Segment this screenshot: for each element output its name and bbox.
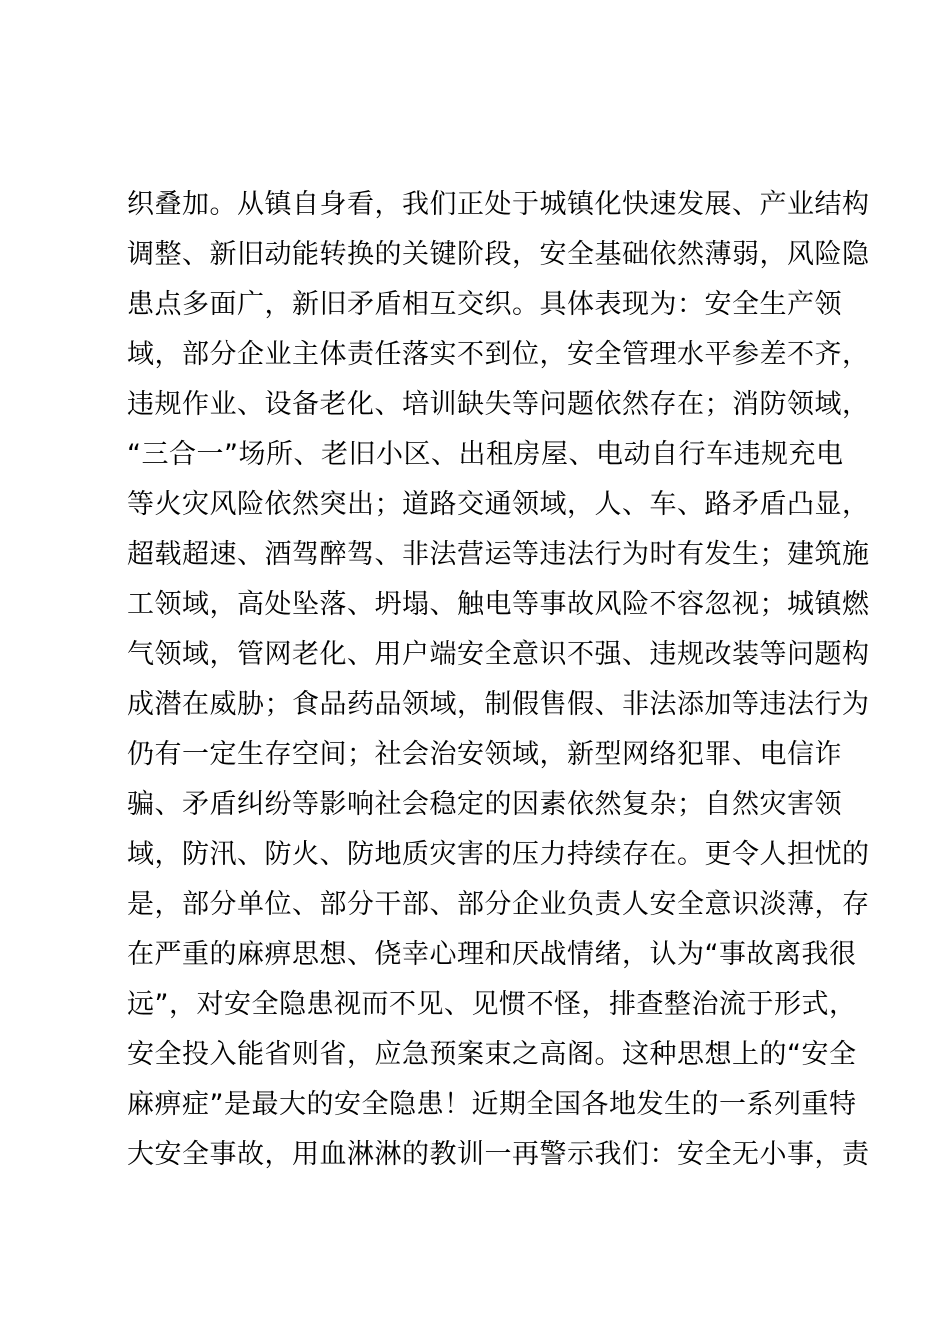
text-line: “三合一”场所、老旧小区、出租房屋、电动自行车违规充电 (127, 439, 844, 470)
text-line: 等火灾风险依然突出；道路交通领域，人、车、路矛盾凸显， (127, 489, 870, 520)
text-line: 调整、新旧动能转换的关键阶段，安全基础依然薄弱，风险隐 (127, 239, 870, 270)
text-line: 工领域，高处坠落、坍塌、触电等事故风险不容忽视；城镇燃 (127, 589, 870, 620)
text-line: 仍有一定生存空间；社会治安领域，新型网络犯罪、电信诈 (127, 739, 842, 770)
text-line: 是，部分单位、部分干部、部分企业负责人安全意识淡薄，存 (127, 889, 870, 920)
text-line: 在严重的麻痹思想、侥幸心理和厌战情绪，认为“事故离我很 (127, 939, 857, 970)
text-line: 大安全事故，用血淋淋的教训一再警示我们：安全无小事，责 (127, 1139, 870, 1170)
text-line: 超载超速、酒驾醉驾、非法营运等违法行为时有发生；建筑施 (127, 539, 870, 570)
text-line: 成潜在威胁；食品药品领域，制假售假、非法添加等违法行为 (127, 689, 870, 720)
text-line: 气领域，管网老化、用户端安全意识不强、违规改装等问题构 (127, 639, 870, 670)
text-line: 远”，对安全隐患视而不见、见惯不怪，排查整治流于形式， (127, 989, 857, 1020)
text-line: 域，防汛、防火、防地质灾害的压力持续存在。更令人担忧的 (127, 839, 870, 870)
text-line: 织叠加。从镇自身看，我们正处于城镇化快速发展、产业结构 (127, 189, 870, 220)
body-paragraph (127, 180, 870, 1180)
text-line: 域，部分企业主体责任落实不到位，安全管理水平参差不齐， (127, 339, 870, 370)
text-line: 患点多面广，新旧矛盾相互交织。具体表现为：安全生产领 (127, 289, 842, 320)
text-line: 违规作业、设备老化、培训缺失等问题依然存在；消防领域， (127, 389, 870, 420)
text-line: 安全投入能省则省，应急预案束之高阁。这种思想上的“安全 (127, 1039, 857, 1070)
text-line: 骗、矛盾纠纷等影响社会稳定的因素依然复杂；自然灾害领 (127, 789, 842, 820)
text-line: 麻痹症”是最大的安全隐患！近期全国各地发生的一系列重特 (127, 1089, 857, 1120)
